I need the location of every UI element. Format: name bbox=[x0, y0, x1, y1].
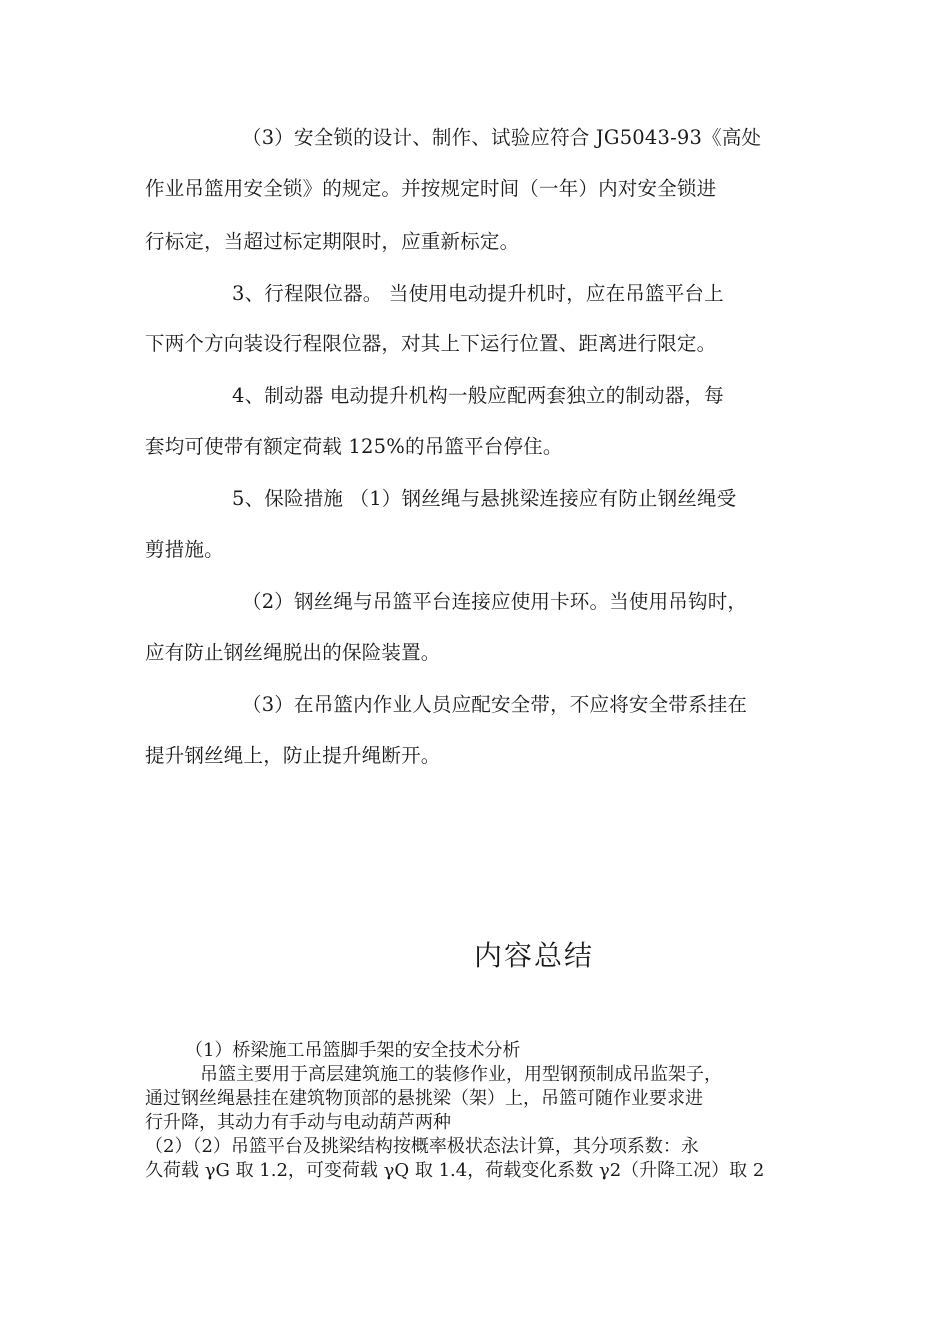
body-line-1: （3）安全锁的设计、制作、试验应符合 JG5043-93《高处 bbox=[242, 126, 762, 149]
body-line-10: （2）钢丝绳与吊篮平台连接应使用卡环。当使用吊钩时， bbox=[242, 590, 748, 613]
body-line-13: 提升钢丝绳上，防止提升绳断开。 bbox=[145, 744, 441, 767]
body-line-5: 下两个方向装设行程限位器，对其上下运行位置、距离进行限定。 bbox=[145, 332, 717, 355]
summary-line-5: （2）（2）吊篮平台及挑梁结构按概率极状态法计算，其分项系数：永 bbox=[145, 1136, 699, 1157]
body-line-4: 3、行程限位器。 当使用电动提升机时，应在吊篮平台上 bbox=[232, 282, 724, 305]
body-line-2: 作业吊篮用安全锁》的规定。并按规定时间（一年）内对安全锁进 bbox=[145, 177, 717, 200]
body-line-12: （3）在吊篮内作业人员应配安全带，不应将安全带系挂在 bbox=[242, 693, 748, 716]
summary-line-4: 行升降，其动力有手动与电动葫芦两种 bbox=[145, 1112, 451, 1133]
body-line-3: 行标定，当超过标定期限时，应重新标定。 bbox=[145, 230, 520, 253]
summary-line-2: 吊篮主要用于高层建筑施工的装修作业，用型钢预制成吊监架子， bbox=[200, 1064, 722, 1085]
body-line-11: 应有防止钢丝绳脱出的保险装置。 bbox=[145, 641, 441, 664]
body-line-7: 套均可使带有额定荷载 125%的吊篮平台停住。 bbox=[145, 435, 563, 458]
body-line-8: 5、保险措施 （1）钢丝绳与悬挑梁连接应有防止钢丝绳受 bbox=[232, 487, 737, 510]
summary-line-3: 通过钢丝绳悬挂在建筑物顶部的悬挑梁（架）上，吊篮可随作业要求进 bbox=[145, 1088, 703, 1109]
body-line-9: 剪措施。 bbox=[145, 538, 224, 561]
summary-title: 内容总结 bbox=[473, 939, 594, 972]
body-line-6: 4、制动器 电动提升机构一般应配两套独立的制动器，每 bbox=[232, 384, 724, 407]
summary-line-6: 久荷载 γG 取 1.2，可变荷载 γQ 取 1.4，荷载变化系数 γ2（升降工况）取 2 bbox=[145, 1160, 765, 1181]
summary-line-1: （1）桥梁施工吊篮脚手架的安全技术分析 bbox=[185, 1040, 521, 1061]
